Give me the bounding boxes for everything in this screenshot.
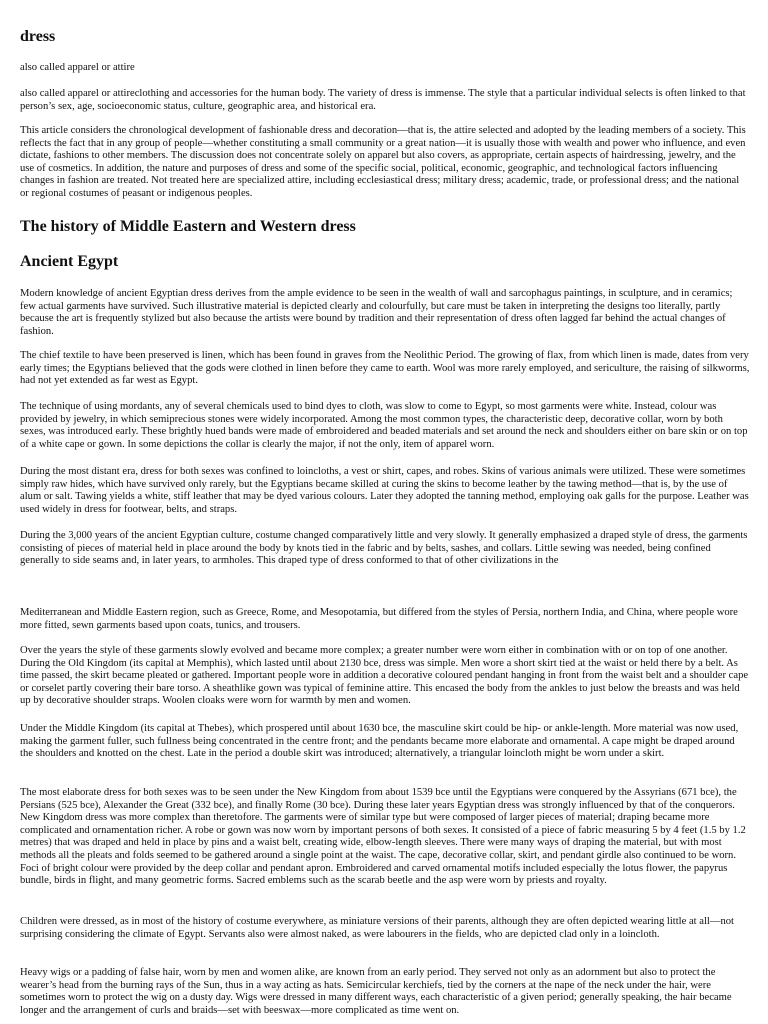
egypt-paragraph-3: The technique of using mordants, any of several chemicals used to bind dyes to cloth, was slow to come to Egypt, so most garments were white. Instead, colour was provided by jewelry, in which semiprecious stones were widely incorporated. Among the most common types, the characteristic deep, decorative collar, worn by both sexes, was introduced early. These brightly hued bands were made of embroidered and beaded materials and set around the neck and shoulders either on bare skin or on top of a white cape or gown. In some depictions the collar is clearly the major, if not the only, item of apparel worn.: [20, 401, 748, 450]
article-title: dress: [20, 28, 56, 45]
section-heading-egypt: Ancient Egypt: [20, 253, 119, 270]
egypt-paragraph-7: Over the years the style of these garments slowly evolved and became more complex; a greater number were worn either in combination with or on top of one another. During the Old Kingdom (its capital at Memphis), which lasted until about 2130 bce, dress was simple. Men wore a short skirt tied at the waist or held there by a belt. As time passed, the skirt became pleated or gathered. Important people wore in addition a decorative coloured pendant hanging in front from the waist belt and a shoulder cape or corselet partly covering their bare torso. A sheathlike gown was typical of feminine attire. This encased the body from the ankles to just below the breasts and was held up by decorative shoulder straps. Woolen cloaks were worn for warmth by men and women.: [20, 645, 749, 707]
article-subtitle: also called apparel or attire: [20, 62, 135, 73]
scope-paragraph: This article considers the chronological development of fashionable dress and decoration—that is, the attire selected and adopted by the leading members of a society. This reflects the fact that in any group of people—whether constituting a small community or a great nation—it is usually those with wealth and power who influence, and even dictate, fashions to other members. The discussion does not concentrate solely on apparel but also covers, as appropriate, certain aspects of hairdressing, jewelry, and the use of cosmetics. In addition, the nature and purposes of dress and some of the specific social, political, economic, geographic, and technological factors influencing changes in fashion are treated. Not treated here are specialized attire, including ecclesiastical dress; military dress; academic, trade, or professional dress; and the national or regional costumes of peasant or indigenous peoples.: [20, 125, 746, 199]
section-heading-history: The history of Middle Eastern and Western dress: [20, 218, 356, 235]
egypt-paragraph-9: The most elaborate dress for both sexes was to be seen under the New Kingdom from about 1539 bce until the Egyptians were conquered by the Assyrians (671 bce), the Persians (525 bce), Alexander the Great (332 bce), and finally Rome (30 bce). During these later years Egyptian dress was strongly influenced by that of the conquerors. New Kingdom dress was more complex than theretofore. The garments were of similar type but were composed of larger pieces of material; draping became more complicated and ornamentation richer. A robe or gown was now worn by important persons of both sexes. It consisted of a piece of fabric measuring 5 by 4 feet (1.5 by 1.2 metres) that was draped and held in place by pins and a waist belt, creating wide, elbow-length sleeves. There were many ways of draping the material, but with most methods all the pleats and folds seemed to be gathered around a single point at the waist. The cape, decorative collar, skirt, and pendant girdle also continued to be worn. Foci of bright colour were provided by the deep collar and pendant apron. Embroidered and carved ornamental motifs included especially the lotus flower, the papyrus bundle, birds in flight, and many geometric forms. Sacred emblems such as the scarab beetle and the asp were worn by priests and royalty.: [20, 787, 746, 887]
egypt-paragraph-11: Heavy wigs or a padding of false hair, worn by men and women alike, are known from an early period. They served not only as an adornment but also to protect the wearer’s head from the burning rays of the Sun, thus in a way acting as hats. Semicircular kerchiefs, tied by the corners at the nape of the neck under the hair, were sometimes worn to protect the wig on a dusty day. Wigs were dressed in many different ways, each characteristic of a given period; generally speaking, the hair became longer and the arrangement of curls and braids—set with beeswax—more complicated as time went on.: [20, 967, 732, 1016]
egypt-paragraph-6: Mediterranean and Middle Eastern region, such as Greece, Rome, and Mesopotamia, but differed from the styles of Persia, northern India, and China, where people wore more fitted, sewn garments based upon coats, tunics, and trousers.: [20, 607, 738, 631]
intro-paragraph: also called apparel or attireclothing and accessories for the human body. The variety of dress is immense. The style that a particular individual selects is often linked to that person’s sex, age, socioeconomic status, culture, geographic area, and historical era.: [20, 88, 746, 112]
egypt-paragraph-1: Modern knowledge of ancient Egyptian dress derives from the ample evidence to be seen in the wealth of wall and sarcophagus paintings, in sculpture, and in ceramics; few actual garments have survived. Such illustrative material is depicted clearly and colourfully, but care must be taken in interpreting the designs too literally, partly because the art is frequently stylized but also because the artists were bound by tradition and their representation of dress often lagged far behind the actual changes of fashion.: [20, 288, 733, 337]
egypt-paragraph-8: Under the Middle Kingdom (its capital at Thebes), which prospered until about 1630 bce, the masculine skirt could be hip- or ankle-length. More material was now used, making the garment fuller, such fullness being concentrated in the centre front; and the pendants became more elaborate and ornamental. A cape might be draped around the shoulders and knotted on the chest. Late in the period a double skirt was introduced; alternatively, a triangular loincloth might be worn under a skirt.: [20, 723, 739, 760]
egypt-paragraph-10: Children were dressed, as in most of the history of costume everywhere, as miniature versions of their parents, although they are often depicted wearing little at all—not surprising considering the climate of Egypt. Servants also were almost naked, as were labourers in the fields, who are depicted clad only in a loincloth.: [20, 916, 734, 940]
egypt-paragraph-2: The chief textile to have been preserved is linen, which has been found in graves from the Neolithic Period. The growing of flax, from which linen is made, dates from very early times; the Egyptians believed that the gods were clothed in linen before they came to earth. Wool was more rarely employed, and sericulture, the raising of silkworms, had not yet extended as far west as Egypt.: [20, 350, 750, 387]
egypt-paragraph-4: During the most distant era, dress for both sexes was confined to loincloths, a vest or shirt, capes, and robes. Skins of various animals were utilized. These were sometimes simply raw hides, which have survived only rarely, but the Egyptians became skilled at curing the skins to become leather by the tawing method—that is, by the use of alum or salt. Tawing yields a white, stiff leather that may be dyed various colours. Later they adopted the tanning method, employing oak galls for the purpose. Leather was used widely in dress for footwear, belts, and straps.: [20, 466, 749, 515]
egypt-paragraph-5: During the 3,000 years of the ancient Egyptian culture, costume changed comparatively little and very slowly. It generally emphasized a draped style of dress, the garments consisting of pieces of material held in place around the body by knots tied in the fabric and by belts, sashes, and collars. Little sewing was needed, being confined generally to side seams and, in later years, to armholes. This draped type of dress conformed to that of other civilizations in the: [20, 530, 748, 567]
